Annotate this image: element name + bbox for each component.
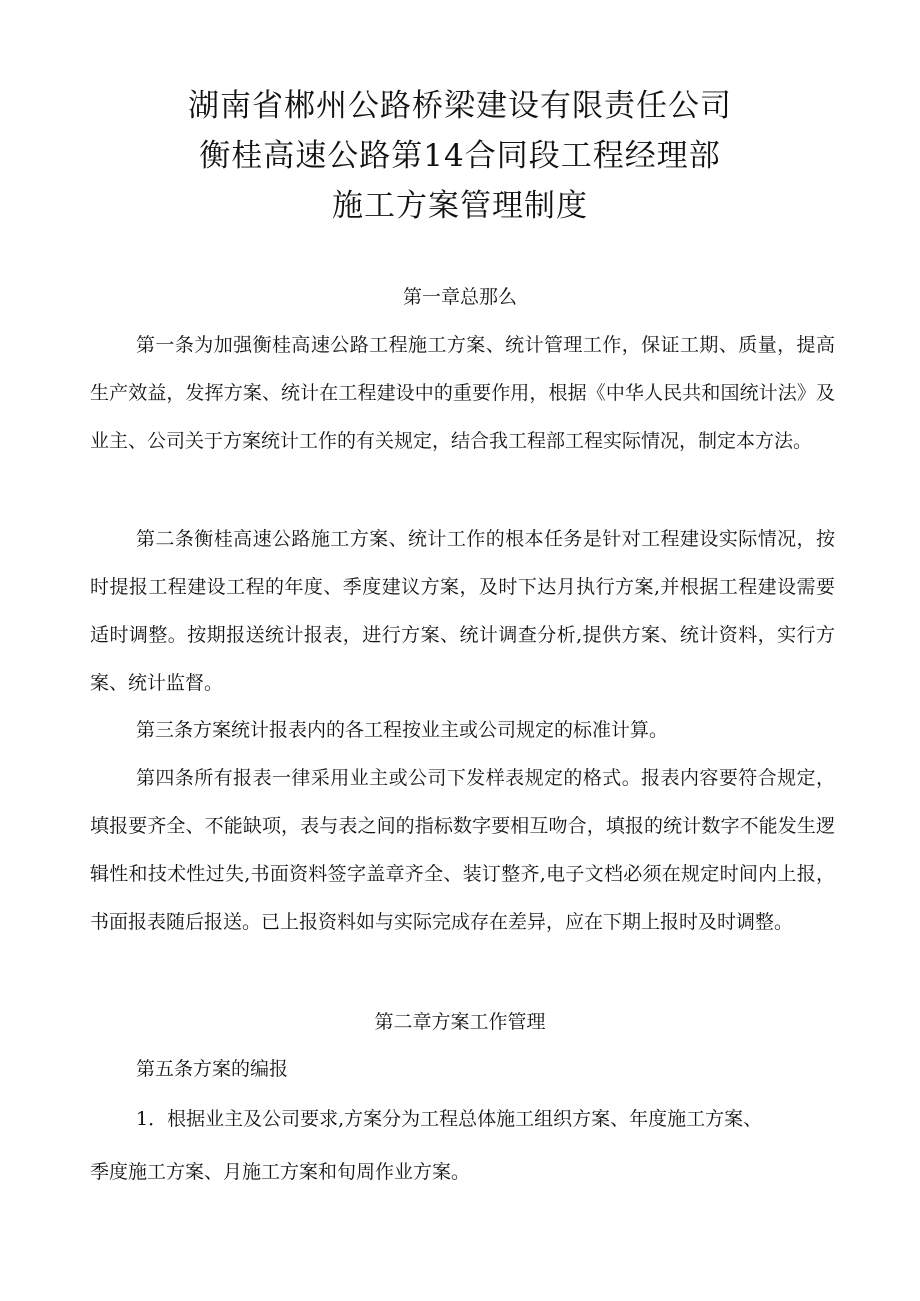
article-5-title: 第五条方案的编报: [136, 1058, 289, 1080]
article-2-paragraph: 第二条衡桂高速公路施工方案、统计工作的根本任务是针对工程建设实际情况，按时提报工程建设工程的年度、季度建议方案，及时下达月执行方案,并根据工程建设需要适时调整。按期报送统计报表，进行方案、统计调查分析,提供方案、统计资料，实行方案、统计监督。: [90, 528, 835, 694]
article-4-paragraph: 第四条所有报表一律采用业主或公司下发样表规定的格式。报表内容要符合规定，填报要齐全、不能缺项，表与表之间的指标数字要相互吻合，填报的统计数字不能发生逻辑性和技术性过失,书面资料签字盖章齐全、装订整齐,电子文档必须在规定时间内上报，书面报表随后报送。已上报资料如与实际完成存在差异，应在下期上报时及时调整。: [90, 767, 835, 933]
company-title: 湖南省郴州公路桥梁建设有限责任公司: [188, 88, 732, 124]
article-1-paragraph: 第一条为加强衡桂高速公路工程施工方案、统计管理工作，保证工期、质量，提高生产效益，发挥方案、统计在工程建设中的重要作用，根据《中华人民共和国统计法》及业主、公司关于方案统计工作的有关规定，结合我工程部工程实际情况，制定本方法。: [90, 334, 835, 452]
chapter-2-heading: 第二章方案工作管理: [374, 1011, 546, 1033]
document-title: 施工方案管理制度: [332, 188, 588, 224]
chapter-1-heading: 第一章总那么: [402, 286, 517, 308]
department-title: 衡桂高速公路第14合同段工程经理部: [199, 138, 721, 174]
article-3-paragraph: 第三条方案统计报表内的各工程按业主或公司规定的标准计算。: [136, 719, 669, 741]
item-1-line-1: 1．根据业主及公司要求,方案分为工程总体施工组织方案、年度施工方案、: [136, 1108, 763, 1130]
item-1-line-2: 季度施工方案、月施工方案和旬周作业方案。: [90, 1161, 471, 1183]
